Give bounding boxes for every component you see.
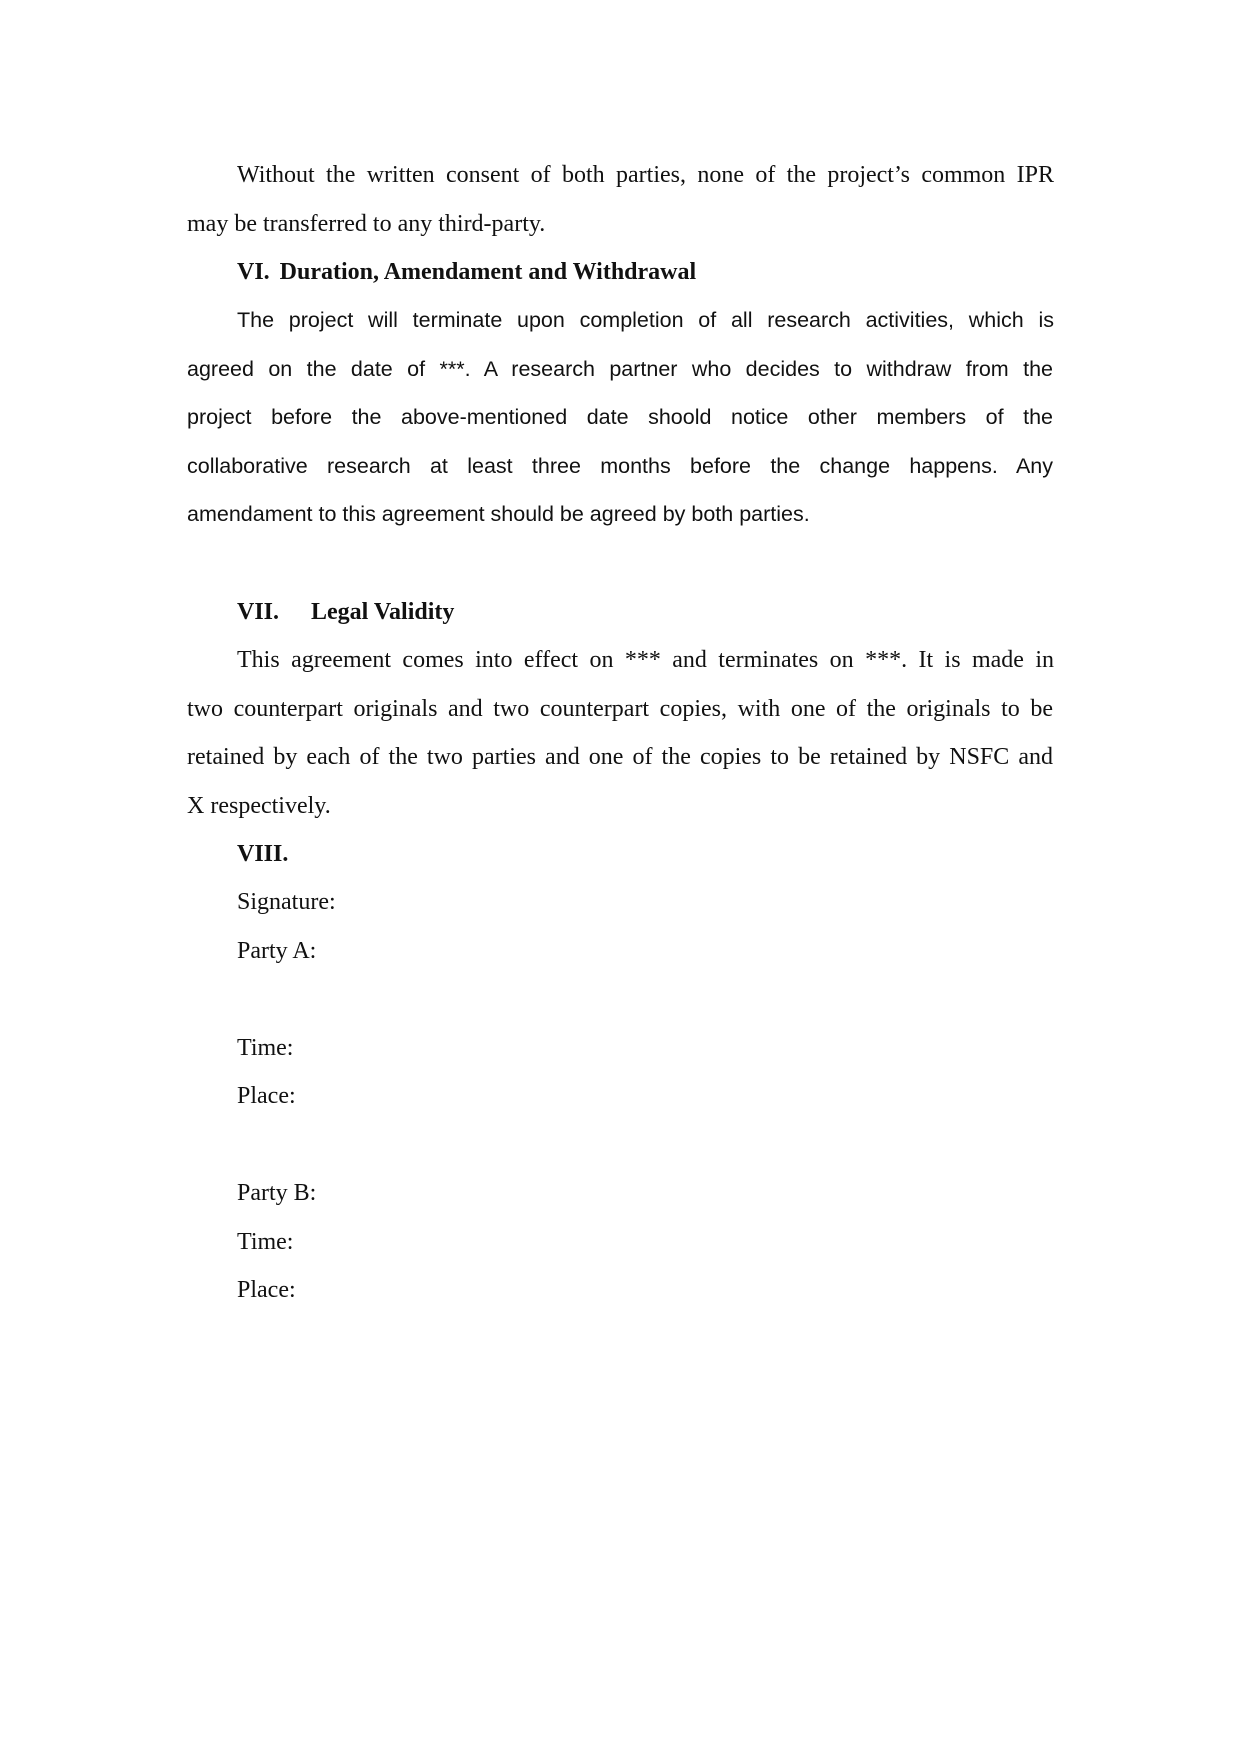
party-b-place-label: Place:	[237, 1277, 296, 1303]
section-6-line-5: amendament to this agreement should be agreed by both parties.	[187, 502, 810, 526]
ipr-paragraph-line-2: may be transferred to any third-party.	[187, 211, 546, 237]
section-7-line-1: This agreement comes into effect on *** and terminates on ***. It is made in	[237, 647, 1054, 673]
section-6-title: Duration, Amendament and Withdrawal	[279, 259, 697, 285]
section-7-heading	[237, 597, 455, 627]
section-6-heading	[237, 257, 696, 287]
party-a-label: Party A:	[237, 938, 317, 964]
party-b-label: Party B:	[237, 1180, 317, 1206]
section-6-number: VI.	[237, 259, 270, 285]
section-6-line-1: The project will terminate upon completion of all research activities, which is	[237, 308, 1054, 332]
party-a-place-label: Place:	[237, 1083, 296, 1109]
section-6-line-3: project before the above-mentioned date shoold notice other members of the	[187, 405, 1053, 429]
section-7-line-3: retained by each of the two parties and one of the copies to be retained by NSFC and	[187, 744, 1053, 770]
section-7-number: VII.	[237, 599, 280, 625]
party-a-time-label: Time:	[237, 1035, 294, 1061]
ipr-paragraph-line-1: Without the written consent of both parties, none of the project’s common IPR	[237, 162, 1054, 188]
section-7-title: Legal Validity	[311, 599, 455, 625]
party-b-time-label: Time:	[237, 1229, 294, 1255]
section-7-line-4: X respectively.	[187, 793, 331, 819]
section-6-line-4: collaborative research at least three months before the change happens. Any	[187, 454, 1053, 478]
signature-label: Signature:	[237, 889, 336, 915]
section-8-number: VIII.	[237, 841, 289, 867]
section-7-line-2: two counterpart originals and two counterpart copies, with one of the originals to be	[187, 696, 1053, 722]
section-6-line-2: agreed on the date of ***. A research partner who decides to withdraw from the	[187, 357, 1053, 381]
